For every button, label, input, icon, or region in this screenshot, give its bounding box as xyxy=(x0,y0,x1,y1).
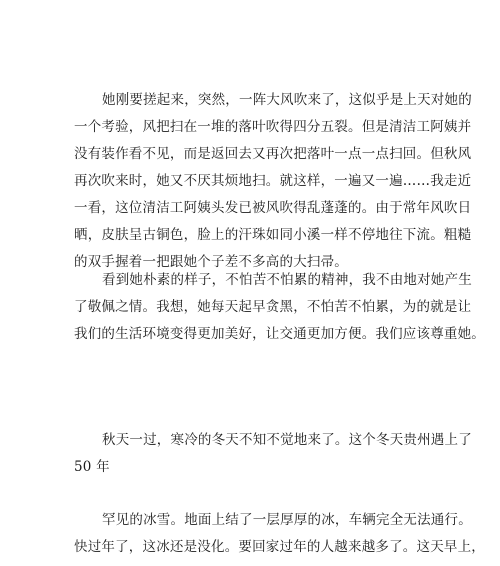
text-line: 她刚要搓起来，突然，一阵大风吹来了，这似乎是上天对她的 xyxy=(102,92,472,108)
text-line: 50 年 xyxy=(74,459,110,475)
text-line: 一看，这位清洁工阿姨头发已被风吹得乱蓬蓬的。由于常年风吹日 xyxy=(74,200,472,216)
paragraph-4 xyxy=(74,507,485,561)
text-line: 没有装作看不见，而是返回去又再次把落叶一点一点扫回。但秋风 xyxy=(74,146,472,162)
text-line: 罕见的冰雪。地面上结了一层厚厚的冰，车辆完全无法通行。 xyxy=(102,512,472,528)
paragraph-3 xyxy=(74,427,472,481)
text-line: 一个考验，风把扫在一堆的落叶吹得四分五裂。但是清洁工阿姨并 xyxy=(74,119,472,135)
text-line: 了敬佩之情。我想，她每天起早贪黑，不怕苦不怕累，为的就是让 xyxy=(74,299,472,315)
paragraph-1 xyxy=(74,87,472,276)
text-line: 看到她朴素的样子，不怕苦不怕累的精神，我不由地对她产生 xyxy=(102,272,472,288)
paragraph-2 xyxy=(74,267,485,348)
text-line: 的双手握着一把跟她个子差不多高的大扫帚。 xyxy=(74,254,348,270)
text-line: 快过年了，这冰还是没化。要回家过年的人越来越多了。这天早上， xyxy=(74,539,485,555)
text-line: 再次吹来时，她又不厌其烦地扫。就这样，一遍又一遍……我走近 xyxy=(74,173,472,189)
text-line: 我们的生活环境变得更加美好，让交通更加方便。我们应该尊重她。 xyxy=(74,326,485,342)
text-line: 秋天一过，寒冷的冬天不知不觉地来了。这个冬天贵州遇上了 xyxy=(102,432,472,448)
text-line: 晒，皮肤呈古铜色，脸上的汗珠如同小溪一样不停地往下流。粗糙 xyxy=(74,227,472,243)
